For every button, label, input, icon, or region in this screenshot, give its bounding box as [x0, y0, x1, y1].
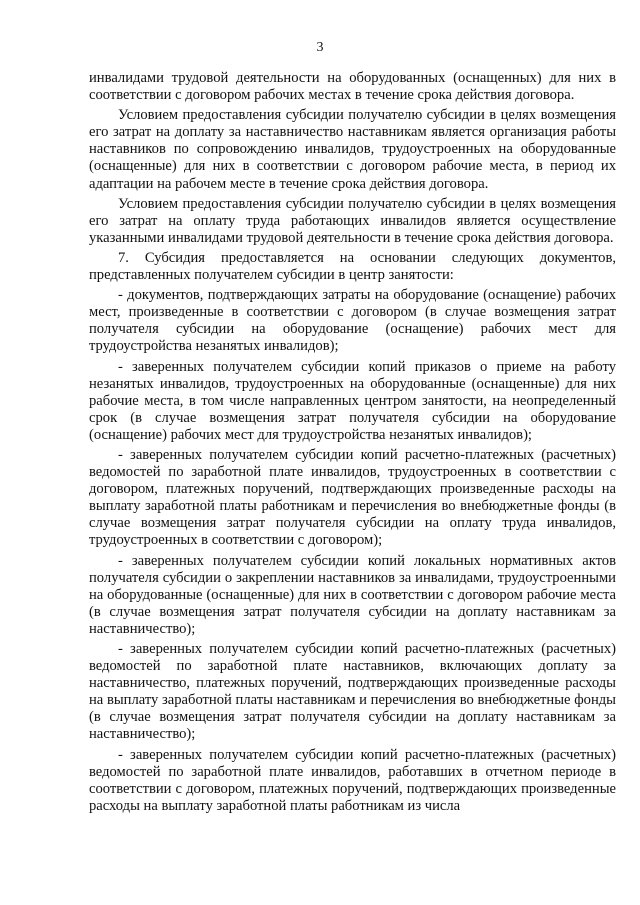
paragraph: инвалидами трудовой деятельности на оборудованных (оснащенных) для них в соответствии с договором рабочих местах в течение срока действия договора. [89, 70, 616, 104]
page-number: 3 [316, 40, 324, 55]
document-body [89, 70, 616, 818]
list-item: - заверенных получателем субсидии копий расчетно-платежных (расчетных) ведомостей по заработной плате инвалидов, трудоустроенных в соответствии с договором, платежных поручений, подтверждающих произведенные расходы на выплату заработной платы работникам и перечисления во внебюджетные фонды (в случае возмещения затрат получателя субсидии на оплату труда инвалидов, трудоустроенных в соответствии с договором); [89, 446, 616, 549]
list-item: - документов, подтверждающих затраты на оборудование (оснащение) рабочих мест, произведенные в соответствии с договором (в случае возмещения затрат получателя субсидии на оборудование (оснащение) рабочих мест для трудоустройства незанятых инвалидов); [89, 287, 616, 355]
list-item: - заверенных получателем субсидии копий расчетно-платежных (расчетных) ведомостей по заработной плате инвалидов, работавших в отчетном периоде в соответствии с договором, платежных поручений, подтверждающих произведенные расходы на выплату заработной платы работникам из числа [89, 746, 616, 814]
paragraph: Условием предоставления субсидии получателю субсидии в целях возмещения его затрат на доплату за наставничество наставникам является организация работы наставников по сопровождению инвалидов, трудоустроенных на оборудованные (оснащенные) для них в соответствии с договором рабочие места, в период их адаптации на рабочем месте в течение срока действия договора. [89, 107, 616, 192]
paragraph: 7. Субсидия предоставляется на основании следующих документов, представленных получателем субсидии в центр занятости: [89, 249, 616, 284]
paragraph: Условием предоставления субсидии получателю субсидии в целях возмещения его затрат на оплату труда работающих инвалидов является осуществление указанными инвалидами трудовой деятельности в течение срока действия договора. [89, 195, 616, 246]
list-item: - заверенных получателем субсидии копий локальных нормативных актов получателя субсидии о закреплении наставников за инвалидами, трудоустроенными на оборудованные (оснащенные) для них в соответствии с договором рабочие места (в случае возмещения затрат получателя субсидии на доплату наставникам за наставничество); [89, 552, 616, 637]
list-item: - заверенных получателем субсидии копий приказов о приеме на работу незанятых инвалидов, трудоустроенных на оборудованные (оснащенные) для них рабочие места, в том числе направленных центром занятости, на неопределенный срок (в случае возмещения затрат получателя субсидии на оборудование (оснащение) рабочих мест для трудоустройства незанятых инвалидов); [89, 358, 616, 443]
list-item: - заверенных получателем субсидии копий расчетно-платежных (расчетных) ведомостей по заработной плате наставников, включающих доплату за наставничество, платежных поручений, подтверждающих произведенные расходы на выплату заработной платы наставникам и перечисления во внебюджетные фонды (в случае возмещения затрат получателя субсидии на доплату наставникам за наставничество); [89, 641, 616, 743]
